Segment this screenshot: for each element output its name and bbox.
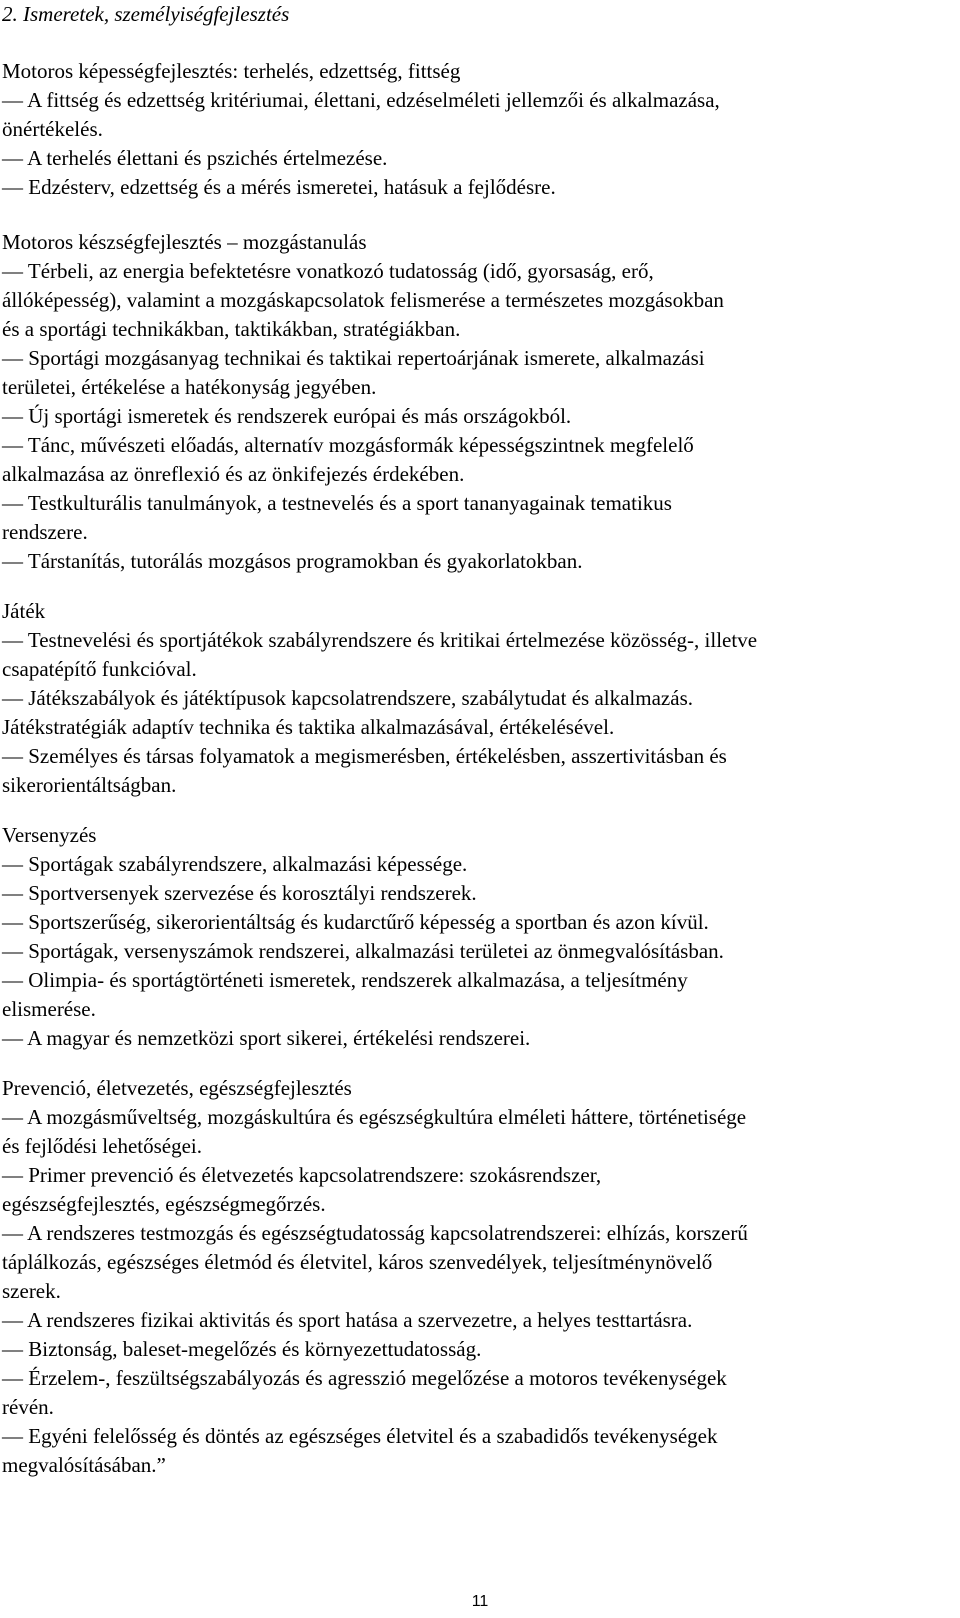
text-line: — A rendszeres fizikai aktivitás és sport hatása a szervezetre, a helyes testtartásra. (2, 1308, 693, 1332)
text-line: — Edzésterv, edzettség és a mérés ismeretei, hatásuk a fejlődésre. (2, 175, 556, 199)
text-line: területei, értékelése a hatékonyság jegyében. (2, 375, 377, 399)
text-line: egészségfejlesztés, egészségmegőrzés. (2, 1192, 326, 1216)
text-line: — Primer prevenció és életvezetés kapcsolatrendszere: szokásrendszer, (2, 1163, 602, 1187)
text-line: — Sportági mozgásanyag technikai és taktikai repertoárjának ismerete, alkalmazási (2, 346, 705, 370)
text-line: — Biztonság, baleset-megelőzés és környezettudatosság. (2, 1337, 482, 1361)
text-line: — Személyes és társas folyamatok a megismerésben, értékelésben, asszertivitásban és (2, 744, 727, 768)
text-line: Játékstratégiák adaptív technika és taktika alkalmazásával, értékelésével. (2, 715, 615, 739)
text-line: megvalósításában.” (2, 1453, 166, 1477)
text-line: és fejlődési lehetőségei. (2, 1134, 203, 1158)
text-line: — A magyar és nemzetközi sport sikerei, értékelési rendszerei. (2, 1026, 531, 1050)
text-line: — Érzelem-, feszültségszabályozás és agresszió megelőzése a motoros tevékenységek (2, 1366, 727, 1390)
text-line: — Térbeli, az energia befektetésre vonatkozó tudatosság (idő, gyorsaság, erő, (2, 259, 654, 283)
text-line: — Olimpia- és sportágtörténeti ismeretek, rendszerek alkalmazása, a teljesítmény (2, 968, 688, 992)
section-heading: 2. Ismeretek, személyiségfejlesztés (2, 2, 290, 26)
text-line: elismerése. (2, 997, 96, 1021)
subsection-heading: Motoros készségfejlesztés – mozgástanulás (2, 230, 367, 254)
text-line: — Tánc, művészeti előadás, alternatív mozgásformák képességszintnek megfelelő (2, 433, 694, 457)
text-line: alkalmazása az önreflexió és az önkifejezés érdekében. (2, 462, 465, 486)
subsection-heading: Motoros képességfejlesztés: terhelés, edzettség, fittség (2, 59, 461, 83)
text-line: — Egyéni felelősség és döntés az egészséges életvitel és a szabadidős tevékenységek (2, 1424, 718, 1448)
text-line: — Testkulturális tanulmányok, a testnevelés és a sport tananyagainak tematikus (2, 491, 672, 515)
subsection-heading: Versenyzés (2, 823, 97, 847)
text-line: sikerorientáltságban. (2, 773, 177, 797)
text-line: — A mozgásműveltség, mozgáskultúra és egészségkultúra elméleti háttere, történetisége (2, 1105, 747, 1129)
page-number: 11 (471, 1593, 489, 1610)
text-line: szerek. (2, 1279, 61, 1303)
text-line: — Társtanítás, tutorálás mozgásos programokban és gyakorlatokban. (2, 549, 583, 573)
text-line: állóképesség), valamint a mozgáskapcsolatok felismerése a természetes mozgásokban (2, 288, 724, 312)
text-line: — A terhelés élettani és pszichés értelmezése. (2, 146, 388, 170)
text-line: — Sportágak, versenyszámok rendszerei, alkalmazási területei az önmegvalósításban. (2, 939, 724, 963)
text-line: táplálkozás, egészséges életmód és életvitel, káros szenvedélyek, teljesítménynövelő (2, 1250, 713, 1274)
text-line: — Játékszabályok és játéktípusok kapcsolatrendszere, szabálytudat és alkalmazás. (2, 686, 693, 710)
text-line: révén. (2, 1395, 54, 1419)
text-line: és a sportági technikákban, taktikákban, stratégiákban. (2, 317, 461, 341)
text-line: — Sportversenyek szervezése és korosztályi rendszerek. (2, 881, 477, 905)
text-line: — Sportágak szabályrendszere, alkalmazási képessége. (2, 852, 468, 876)
text-line: — Testnevelési és sportjátékok szabályrendszere és kritikai értelmezése közösség-, illetve (2, 628, 758, 652)
text-line: csapatépítő funkcióval. (2, 657, 197, 681)
text-line: — A fittség és edzettség kritériumai, élettani, edzéselméleti jellemzői és alkalmazása, (2, 88, 720, 112)
text-line: — A rendszeres testmozgás és egészségtudatosság kapcsolatrendszerei: elhízás, korszerű (2, 1221, 748, 1245)
text-line: — Sportszerűség, sikerorientáltság és kudarctűrő képesség a sportban és azon kívül. (2, 910, 709, 934)
text-line: önértékelés. (2, 117, 103, 141)
subsection-heading: Játék (2, 599, 46, 623)
text-line: — Új sportági ismeretek és rendszerek európai és más országokból. (2, 404, 572, 428)
subsection-heading: Prevenció, életvezetés, egészségfejlesztés (2, 1076, 352, 1100)
text-line: rendszere. (2, 520, 88, 544)
